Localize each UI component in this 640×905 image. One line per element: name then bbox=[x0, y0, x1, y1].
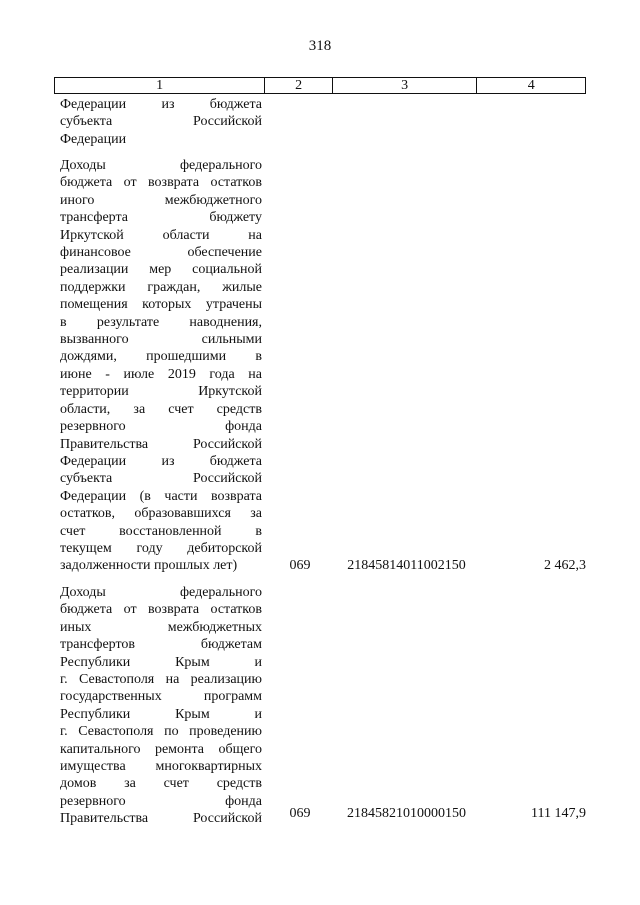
text-line: домов за счет средств bbox=[60, 776, 262, 792]
text-line: Федерации из бюджета bbox=[60, 453, 262, 469]
text-line: помещения которых утрачены bbox=[60, 297, 262, 313]
row-1-code: 069 bbox=[289, 558, 311, 573]
page-number: 318 bbox=[308, 38, 332, 54]
text-line: вызванного сильными bbox=[60, 332, 262, 348]
header-col-4: 4 bbox=[527, 78, 535, 93]
text-line: Республики Крым и bbox=[60, 706, 262, 722]
row-2-sum: 111 147,9 bbox=[531, 806, 586, 821]
row-1-description bbox=[60, 157, 262, 575]
text-line: Федерации (в части возврата bbox=[60, 488, 262, 504]
text-line: июне - июле 2019 года на bbox=[60, 366, 262, 382]
text-line: Федерации bbox=[60, 131, 127, 147]
text-line: остатков, образовавшихся за bbox=[60, 506, 262, 522]
text-line: резервного фонда bbox=[60, 419, 262, 435]
text-line: резервного фонда bbox=[60, 793, 262, 809]
text-line: г. Севастополя на реализацию bbox=[60, 672, 262, 688]
text-line: субъекта Российской bbox=[60, 471, 262, 487]
text-line: дождями, прошедшими в bbox=[60, 349, 262, 365]
text-line: бюджета от возврата остатков bbox=[60, 175, 262, 191]
text-line: Доходы федерального bbox=[60, 585, 262, 600]
row-0-description bbox=[60, 96, 262, 148]
text-line: иного межбюджетного bbox=[60, 192, 262, 208]
text-line: счет восстановленной в bbox=[60, 523, 262, 539]
text-line: Правительства Российской bbox=[60, 811, 262, 827]
row-2-kbk: 21845821010000150 bbox=[347, 806, 466, 821]
text-line: Республики Крым и bbox=[60, 654, 262, 670]
text-line: Доходы федерального bbox=[60, 158, 262, 173]
header-col-2: 2 bbox=[265, 78, 333, 93]
row-2-description bbox=[60, 584, 262, 828]
text-line: трансферта бюджету bbox=[60, 210, 262, 226]
text-line: финансовое обеспечение bbox=[60, 245, 262, 261]
text-line: Федерации из бюджета bbox=[60, 97, 262, 112]
text-line: имущества многоквартирных bbox=[60, 759, 262, 775]
text-line: текущем году дебиторской bbox=[60, 540, 262, 556]
text-line: капитального ремонта общего bbox=[60, 741, 262, 757]
text-line: Иркутской области на bbox=[60, 227, 262, 243]
text-line: в результате наводнения, bbox=[60, 314, 262, 330]
text-line: бюджета от возврата остатков bbox=[60, 602, 262, 618]
text-line: г. Севастополя по проведению bbox=[60, 724, 262, 740]
row-1-kbk: 21845814011002150 bbox=[347, 558, 466, 573]
row-2-code: 069 bbox=[289, 806, 311, 821]
header-col-1: 1 bbox=[55, 78, 265, 93]
text-line: государственных программ bbox=[60, 689, 262, 705]
text-line: реализации мер социальной bbox=[60, 262, 262, 278]
text-line: трансфертов бюджетам bbox=[60, 637, 262, 653]
row-1-sum: 2 462,3 bbox=[544, 558, 586, 573]
text-line: Правительства Российской bbox=[60, 436, 262, 452]
table-header bbox=[54, 77, 586, 94]
text-line: территории Иркутской bbox=[60, 384, 262, 400]
text-line: субъекта Российской bbox=[60, 114, 262, 130]
text-line: задолженности прошлых лет) bbox=[60, 558, 238, 574]
text-line: иных межбюджетных bbox=[60, 619, 262, 635]
text-line: поддержки граждан, жилые bbox=[60, 279, 262, 295]
header-col-3: 3 bbox=[333, 78, 477, 93]
text-line: области, за счет средств bbox=[60, 401, 262, 417]
